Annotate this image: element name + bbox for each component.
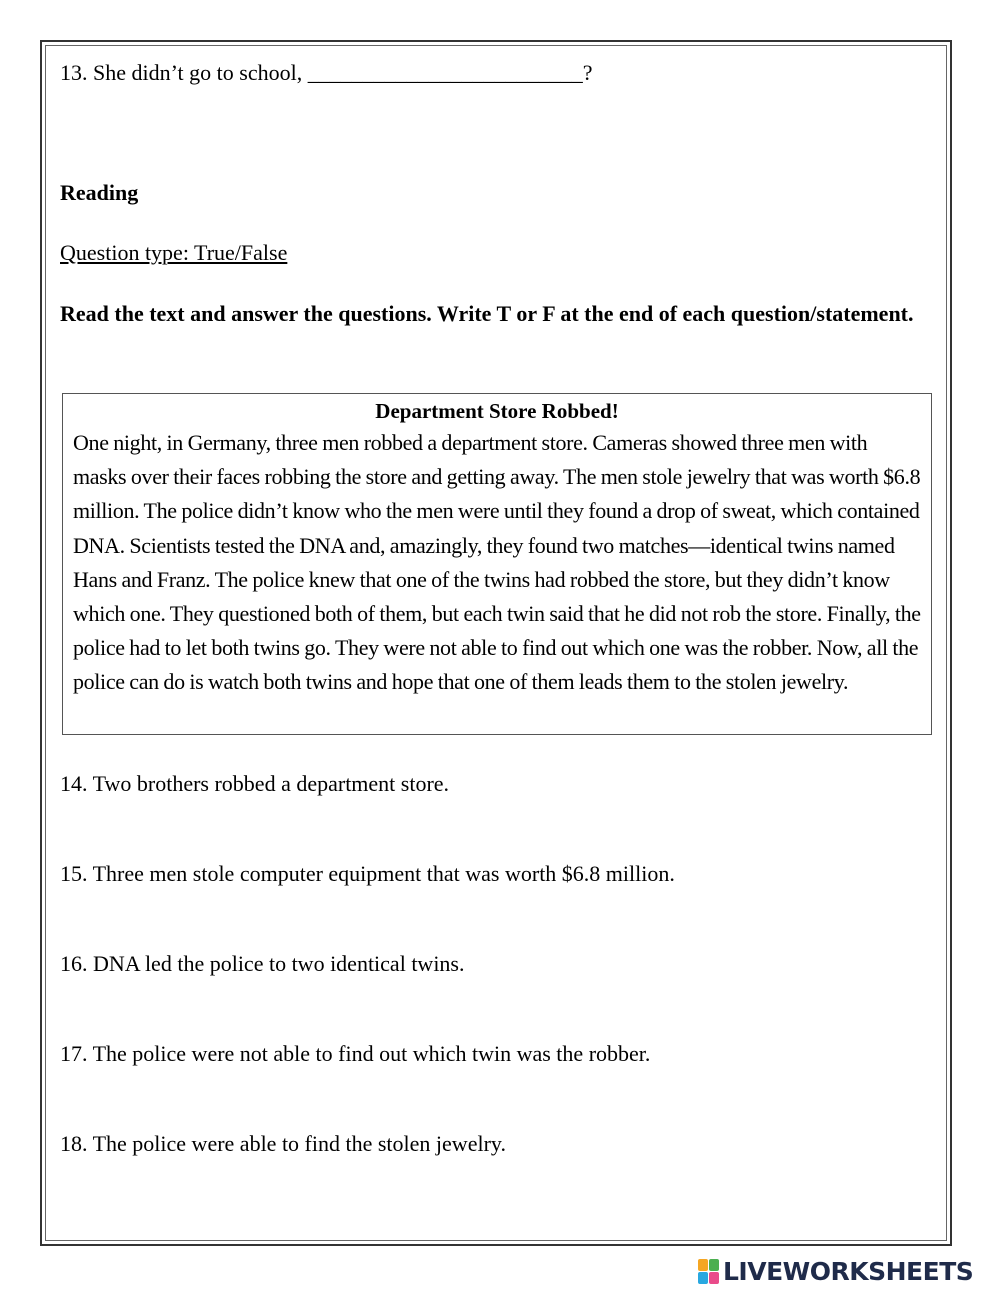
question-15: 15. Three men stole computer equipment that was worth $6.8 million. <box>60 861 675 886</box>
logo-mark-icon <box>698 1259 719 1284</box>
story-text: One night, in Germany, three men robbed a department store. Cameras showed three men with masks over their faces robbing the store and getting away. The men stole jewelry that was worth $6.8 million. The police didn’t know who the men were until they found a drop of sweat, which contained DNA. Scientists tested the DNA and, amazingly, they found two matches—identical twins named Hans and Franz. The police knew that one of the twins had robbed the store, but they didn’t know which one. They questioned both of them, but each twin said that he did not rob the store. Finally, the police had to let both twins go. They were not able to find out which one was the robber. Now, all the police can do is watch both twins and hope that one of them leads them to the stolen jewelry. <box>73 430 921 695</box>
logo-tile <box>709 1259 719 1271</box>
question-18: 18. The police were able to find the stolen jewelry. <box>60 1131 506 1156</box>
logo-tile <box>698 1259 708 1271</box>
section-heading: Reading <box>60 180 139 205</box>
question-14: 14. Two brothers robbed a department store. <box>60 771 450 796</box>
logo-text: LIVEWORKSHEETS <box>723 1256 974 1286</box>
story-title: Department Store Robbed! <box>375 399 619 423</box>
question-13: 13. She didn’t go to school, _________________________? <box>60 60 593 85</box>
liveworksheets-logo <box>698 1254 973 1288</box>
question-type: Question type: True/False <box>60 240 288 265</box>
logo-tile <box>709 1272 719 1284</box>
question-17: 17. The police were not able to find out which twin was the robber. <box>60 1041 651 1066</box>
question-16: 16. DNA led the police to two identical twins. <box>60 951 465 976</box>
story-box <box>62 393 932 735</box>
logo-tile <box>698 1272 708 1284</box>
instructions: Read the text and answer the questions. Write T or F at the end of each question/statement. <box>60 301 914 326</box>
